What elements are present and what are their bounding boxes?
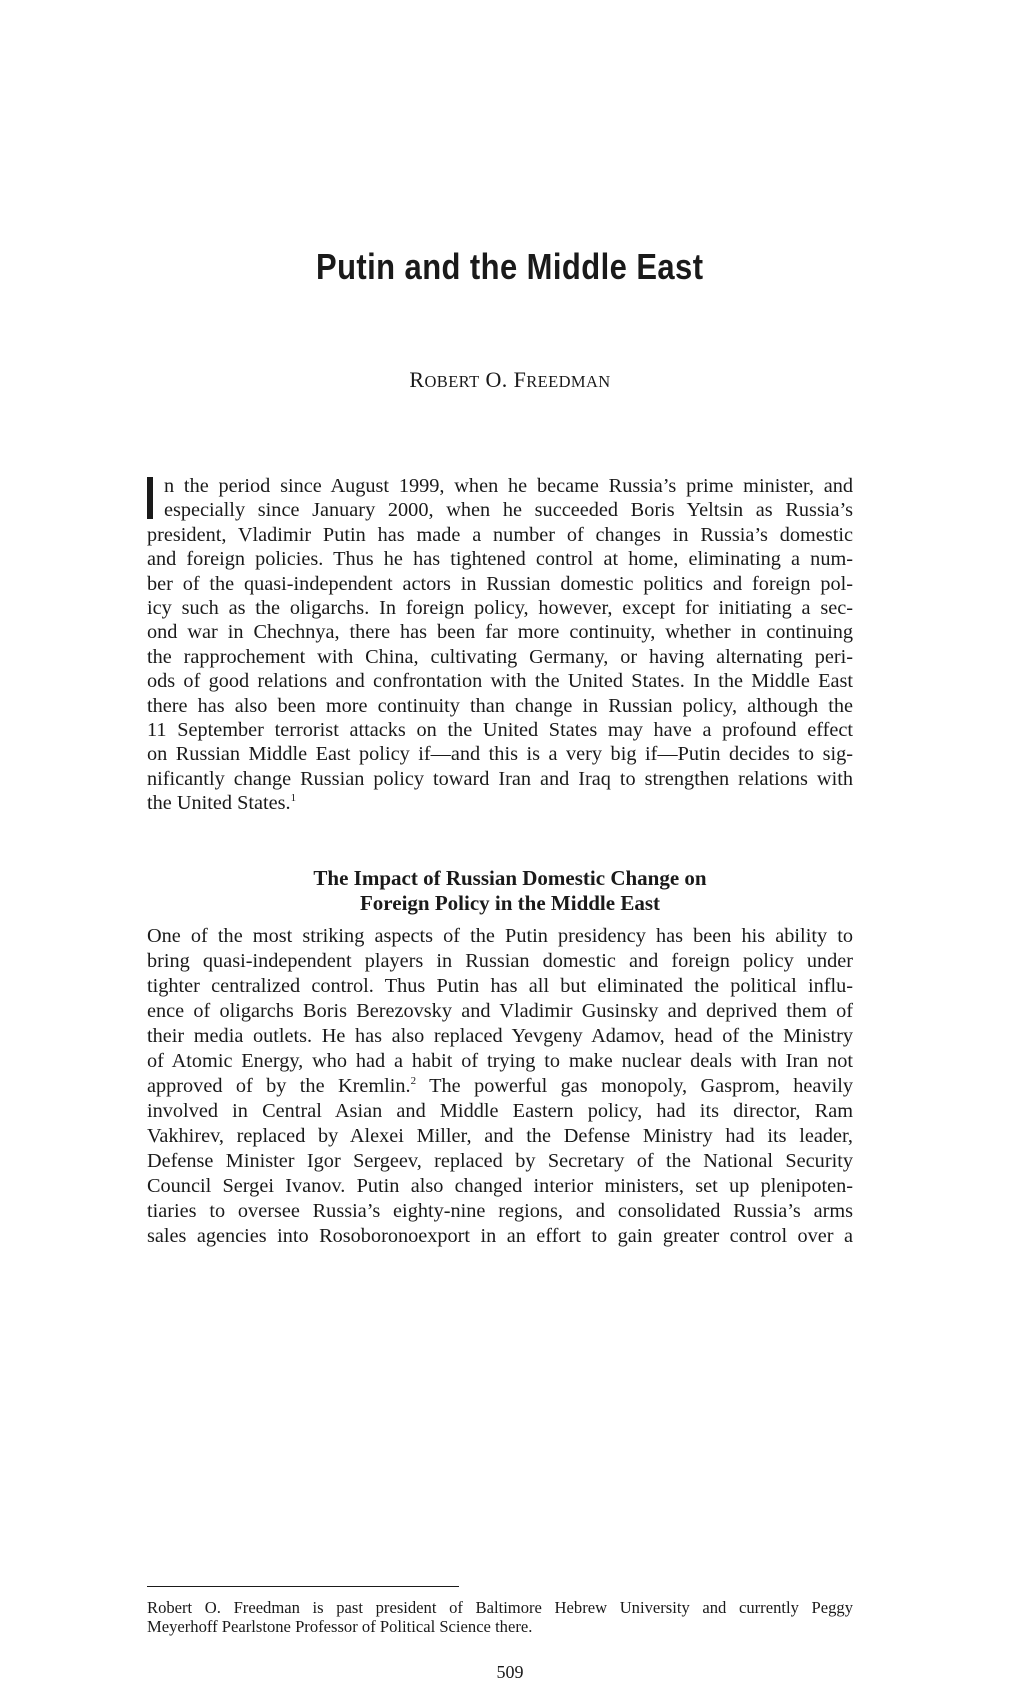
footnote-line-2: Meyerhoff Pearlstone Professor of Political Science there.	[147, 1617, 533, 1636]
body-line: bring quasi-independent players in Russian domestic and foreign policy under	[147, 950, 853, 972]
body-line: One of the most striking aspects of the Putin presidency has been his ability to	[147, 925, 853, 947]
section-heading-line-1: The Impact of Russian Domestic Change on	[313, 866, 707, 890]
body-line: tighter centralized control. Thus Putin has all but eliminated the political influ-	[147, 975, 853, 997]
intro-line: icy such as the oligarchs. In foreign policy, however, except for initiating a sec-	[147, 597, 853, 620]
body-line: Council Sergei Ivanov. Putin also changed interior ministers, set up plenipoten-	[147, 1175, 853, 1197]
body-line: sales agencies into Rosoboronoexport in an effort to gain greater control over a	[147, 1225, 853, 1247]
body-line: Defense Minister Igor Sergeev, replaced by Secretary of the National Security	[147, 1150, 853, 1172]
intro-line: ber of the quasi-independent actors in Russian domestic politics and foreign pol-	[147, 572, 853, 595]
body-line: of Atomic Energy, who had a habit of trying to make nuclear deals with Iran not	[147, 1050, 853, 1072]
intro-line: nificantly change Russian policy toward Iran and Iraq to strengthen relations with	[147, 767, 853, 790]
footnote-ref-1[interactable]: 1	[290, 792, 297, 805]
body-line-kremlin: approved of by the Kremlin.$^2$ The powerful gas monopoly, Gasprom, heavily	[147, 1075, 853, 1097]
intro-line: the rapprochement with China, cultivating Germany, or having alternating peri-	[147, 645, 853, 668]
intro-line: n the period since August 1999, when he became Russia’s prime minister, and	[164, 475, 853, 497]
author-footnote	[147, 1598, 853, 1636]
intro-line: especially since January 2000, when he succeeded Boris Yeltsin as Russia’s	[164, 499, 853, 522]
footnote-ref-2[interactable]: 2	[410, 1075, 417, 1087]
body-line: tiaries to oversee Russia’s eighty-nine regions, and consolidated Russia’s arms	[147, 1200, 853, 1222]
body-line: Vakhirev, replaced by Alexei Miller, and the Defense Ministry had its leader,	[147, 1125, 853, 1147]
article-author	[0, 367, 1020, 393]
footnote-line-1: Robert O. Freedman is past president of Baltimore Hebrew University and currently Peggy	[147, 1598, 853, 1617]
intro-line: president, Vladimir Putin has made a number of changes in Russia’s domestic	[147, 523, 853, 546]
footnote-divider	[147, 1586, 459, 1587]
intro-paragraph	[147, 474, 853, 816]
article-title: Putin and the Middle East	[315, 246, 704, 287]
intro-line: there has also been more continuity than change in Russian policy, although the	[147, 694, 853, 717]
intro-line: ond war in Chechnya, there has been far more continuity, whether in continuing	[147, 621, 853, 644]
author-first-rest: OBERT	[424, 372, 480, 391]
body-line: their media outlets. He has also replaced Yevgeny Adamov, head of the Ministry	[147, 1025, 853, 1047]
author-last-rest: REEDMAN	[526, 372, 611, 391]
section-heading	[0, 866, 1020, 916]
body-line: involved in Central Asian and Middle Eastern policy, had its director, Ram	[147, 1100, 853, 1122]
author-middle: O.	[479, 367, 514, 392]
page-number: 509	[496, 1662, 524, 1682]
drop-cap-initial	[147, 477, 153, 519]
intro-line: 11 September terrorist attacks on the United States may have a profound effect	[147, 719, 853, 742]
author-first-initial: R	[409, 367, 425, 392]
intro-line: ods of good relations and confrontation with the United States. In the Middle East	[147, 670, 853, 693]
author-last-initial: F	[513, 367, 527, 392]
intro-line: and foreign policies. Thus he has tightened control at home, eliminating a num-	[147, 548, 853, 571]
body-line: ence of oligarchs Boris Berezovsky and Vladimir Gusinsky and deprived them of	[147, 1000, 853, 1022]
section-heading-line-2: Foreign Policy in the Middle East	[359, 891, 661, 915]
section-paragraph	[147, 924, 853, 1249]
intro-line-last: the United States.$^1$	[147, 792, 297, 815]
intro-line: on Russian Middle East policy if—and this is a very big if—Putin decides to sig-	[147, 743, 853, 766]
